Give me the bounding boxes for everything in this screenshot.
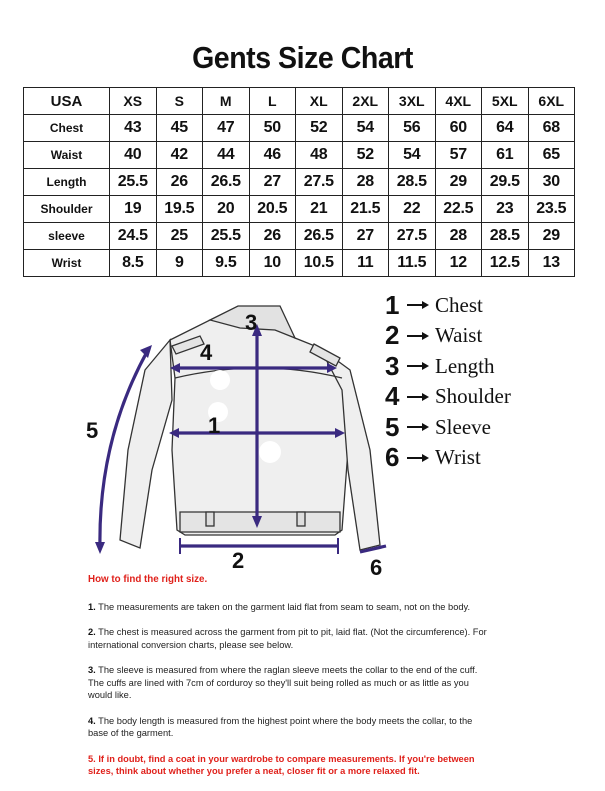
measurement-value: 9.5 bbox=[203, 250, 250, 277]
measurement-value: 29.5 bbox=[482, 169, 529, 196]
legend-label: Shoulder bbox=[435, 384, 511, 409]
marker-3: 3 bbox=[245, 310, 258, 335]
measurement-value: 27.5 bbox=[296, 169, 343, 196]
measurement-value: 28 bbox=[342, 169, 389, 196]
measurement-label: Wrist bbox=[24, 250, 110, 277]
measurement-value: 11.5 bbox=[389, 250, 436, 277]
size-header: 2XL bbox=[342, 88, 389, 115]
legend-number: 3 bbox=[385, 350, 400, 381]
marker-4: 4 bbox=[200, 340, 213, 365]
guide-item-text: The measurements are taken on the garment laid flat from seam to seam, not on the body. bbox=[95, 601, 471, 612]
guide-item-number: 2. bbox=[88, 627, 96, 637]
size-header: M bbox=[203, 88, 250, 115]
measurement-value: 28.5 bbox=[389, 169, 436, 196]
legend-label: Chest bbox=[435, 292, 483, 317]
size-header: S bbox=[156, 88, 203, 115]
measurement-value: 65 bbox=[528, 142, 575, 169]
measurement-value: 64 bbox=[482, 115, 529, 142]
table-row bbox=[24, 169, 575, 196]
legend-label: Wrist bbox=[435, 445, 481, 470]
arrow-right-icon bbox=[407, 329, 429, 343]
table-row bbox=[24, 142, 575, 169]
marker-6: 6 bbox=[370, 555, 383, 580]
measurement-value: 21.5 bbox=[342, 196, 389, 223]
guide-item bbox=[88, 601, 488, 614]
measurement-legend bbox=[385, 290, 600, 473]
arrow-right-icon bbox=[407, 359, 429, 373]
measurement-value: 9 bbox=[156, 250, 203, 277]
legend-number: 5 bbox=[385, 411, 400, 442]
legend-number: 2 bbox=[385, 320, 400, 351]
page-title: Gents Size Chart bbox=[192, 40, 413, 75]
measurement-value: 12 bbox=[435, 250, 482, 277]
region-header: USA bbox=[24, 88, 110, 115]
legend-item bbox=[385, 290, 600, 321]
jacket-measurement-diagram bbox=[80, 300, 410, 580]
guide-item-text: If in doubt, find a coat in your wardrobe to compare measurements. If you're between sizes, think about whether you prefer a neat, closer fit or a more relaxed fit. bbox=[88, 753, 475, 776]
sizing-guide bbox=[88, 574, 488, 791]
measurement-value: 28 bbox=[435, 223, 482, 250]
measurement-value: 10 bbox=[249, 250, 296, 277]
guide-item bbox=[88, 715, 488, 740]
measurement-label: Shoulder bbox=[24, 196, 110, 223]
guide-item-number: 3. bbox=[88, 665, 96, 675]
size-header: L bbox=[249, 88, 296, 115]
legend-item bbox=[385, 351, 600, 382]
measurement-value: 26 bbox=[249, 223, 296, 250]
measurement-label: Chest bbox=[24, 115, 110, 142]
arrow-right-icon bbox=[407, 298, 429, 312]
measurement-value: 26 bbox=[156, 169, 203, 196]
guide-item-text: The sleeve is measured from where the raglan sleeve meets the collar to the end of the cuff. The cuffs are lined with 7cm of corduroy so they'll suit being rolled as much or as little as you would like. bbox=[88, 665, 478, 700]
measurement-value: 61 bbox=[482, 142, 529, 169]
legend-item bbox=[385, 382, 600, 413]
measurement-value: 19.5 bbox=[156, 196, 203, 223]
measurement-value: 68 bbox=[528, 115, 575, 142]
measurement-label: Waist bbox=[24, 142, 110, 169]
legend-label: Length bbox=[435, 353, 495, 378]
measurement-value: 12.5 bbox=[482, 250, 529, 277]
measurement-value: 28.5 bbox=[482, 223, 529, 250]
arrow-right-icon bbox=[407, 451, 429, 465]
guide-item-text: The chest is measured across the garment from pit to pit, laid flat. (Not the circumference). For international conversion charts, please see below. bbox=[88, 627, 487, 650]
measurement-value: 21 bbox=[296, 196, 343, 223]
table-row bbox=[24, 250, 575, 277]
measurement-value: 44 bbox=[203, 142, 250, 169]
measurement-value: 30 bbox=[528, 169, 575, 196]
legend-item bbox=[385, 443, 600, 474]
size-header: XL bbox=[296, 88, 343, 115]
measurement-value: 10.5 bbox=[296, 250, 343, 277]
measurement-value: 22 bbox=[389, 196, 436, 223]
measurement-value: 23.5 bbox=[528, 196, 575, 223]
size-header: 3XL bbox=[389, 88, 436, 115]
measurement-value: 42 bbox=[156, 142, 203, 169]
legend-number: 4 bbox=[385, 381, 400, 412]
guide-item-text: The body length is measured from the highest point where the body meets the collar, to the base of the garment. bbox=[88, 715, 473, 738]
measurement-value: 20 bbox=[203, 196, 250, 223]
measurement-value: 27 bbox=[249, 169, 296, 196]
size-header: 6XL bbox=[528, 88, 575, 115]
marker-5: 5 bbox=[86, 418, 99, 443]
measurement-value: 26.5 bbox=[296, 223, 343, 250]
measurement-label: Length bbox=[24, 169, 110, 196]
size-header: 4XL bbox=[435, 88, 482, 115]
measurement-label: sleeve bbox=[24, 223, 110, 250]
guide-item bbox=[88, 753, 488, 778]
measurement-value: 57 bbox=[435, 142, 482, 169]
legend-item bbox=[385, 412, 600, 443]
measurement-value: 13 bbox=[528, 250, 575, 277]
measurement-value: 29 bbox=[528, 223, 575, 250]
measurement-value: 45 bbox=[156, 115, 203, 142]
legend-label: Sleeve bbox=[435, 414, 491, 439]
measurement-value: 25 bbox=[156, 223, 203, 250]
arrow-right-icon bbox=[407, 390, 429, 404]
measurement-value: 25.5 bbox=[203, 223, 250, 250]
measurement-value: 25.5 bbox=[110, 169, 157, 196]
measurement-value: 27 bbox=[342, 223, 389, 250]
guide-item-number: 1. bbox=[88, 601, 96, 612]
measurement-value: 54 bbox=[389, 142, 436, 169]
measurement-value: 20.5 bbox=[249, 196, 296, 223]
legend-number: 1 bbox=[385, 289, 400, 320]
table-header-row bbox=[24, 88, 575, 115]
table-row bbox=[24, 223, 575, 250]
guide-item-number: 4. bbox=[88, 715, 96, 726]
measurement-value: 50 bbox=[249, 115, 296, 142]
measurement-value: 11 bbox=[342, 250, 389, 277]
measurement-value: 40 bbox=[110, 142, 157, 169]
size-header: XS bbox=[110, 88, 157, 115]
guide-item bbox=[88, 626, 488, 651]
measurement-value: 60 bbox=[435, 115, 482, 142]
table-row bbox=[24, 196, 575, 223]
measurement-value: 29 bbox=[435, 169, 482, 196]
measurement-value: 27.5 bbox=[389, 223, 436, 250]
arrow-right-icon bbox=[407, 420, 429, 434]
measurement-value: 47 bbox=[203, 115, 250, 142]
size-table bbox=[23, 87, 575, 277]
measurement-value: 46 bbox=[249, 142, 296, 169]
measurement-value: 43 bbox=[110, 115, 157, 142]
guide-item-number: 5. bbox=[88, 753, 96, 764]
marker-1: 1 bbox=[208, 413, 221, 438]
measurement-value: 22.5 bbox=[435, 196, 482, 223]
measurement-value: 56 bbox=[389, 115, 436, 142]
measurement-value: 24.5 bbox=[110, 223, 157, 250]
legend-item bbox=[385, 321, 600, 352]
size-header: 5XL bbox=[482, 88, 529, 115]
measurement-value: 54 bbox=[342, 115, 389, 142]
jacket-outline bbox=[120, 306, 380, 550]
measurement-value: 23 bbox=[482, 196, 529, 223]
table-row bbox=[24, 115, 575, 142]
guide-title: How to find the right size. bbox=[88, 574, 208, 585]
measurement-value: 8.5 bbox=[110, 250, 157, 277]
measurement-value: 52 bbox=[342, 142, 389, 169]
marker-2: 2 bbox=[232, 548, 245, 573]
measurement-value: 52 bbox=[296, 115, 343, 142]
measurement-value: 19 bbox=[110, 196, 157, 223]
measurement-value: 26.5 bbox=[203, 169, 250, 196]
legend-number: 6 bbox=[385, 442, 400, 473]
legend-label: Waist bbox=[435, 323, 483, 348]
measurement-value: 48 bbox=[296, 142, 343, 169]
guide-item bbox=[88, 664, 488, 702]
